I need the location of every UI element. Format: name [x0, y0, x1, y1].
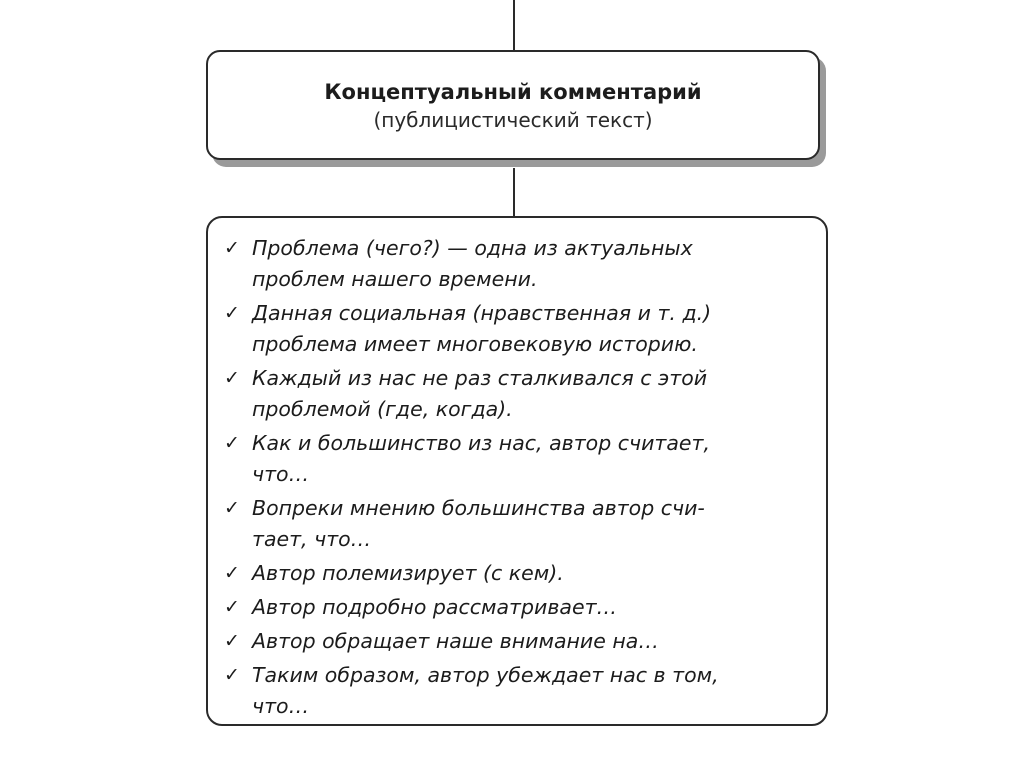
check-icon: ✓	[224, 237, 240, 259]
checklist-item-text: Проблема (чего?) — одна из актуальных проблем нашего времени.	[252, 236, 693, 291]
diagram-title: Концептуальный комментарий	[324, 80, 702, 104]
checklist-item-text: Вопреки мнению большинства автор счи- тает, что…	[252, 496, 705, 551]
check-icon: ✓	[224, 302, 240, 324]
checklist-item-text: Автор обращает наше внимание на…	[252, 629, 659, 653]
check-icon: ✓	[224, 664, 240, 686]
checklist-box	[206, 216, 828, 726]
checklist-item	[224, 428, 810, 490]
checklist	[208, 218, 826, 722]
checklist-item-text: Автор подробно рассматривает…	[252, 595, 618, 619]
checklist-item	[224, 233, 810, 295]
checklist-item	[224, 493, 810, 555]
checklist-item	[224, 592, 810, 623]
check-icon: ✓	[224, 630, 240, 652]
check-icon: ✓	[224, 367, 240, 389]
connector-line-middle	[513, 168, 515, 216]
check-icon: ✓	[224, 562, 240, 584]
checklist-item	[224, 660, 810, 722]
connector-line-top	[513, 0, 515, 50]
check-icon: ✓	[224, 497, 240, 519]
check-icon: ✓	[224, 596, 240, 618]
checklist-item-text: Как и большинство из нас, автор считает, что…	[252, 431, 711, 486]
header-box	[206, 50, 820, 160]
check-icon: ✓	[224, 432, 240, 454]
checklist-item	[224, 363, 810, 425]
diagram-subtitle: (публицистический текст)	[373, 108, 653, 132]
checklist-item	[224, 558, 810, 589]
checklist-item-text: Данная социальная (нравственная и т. д.) проблема имеет многовековую историю.	[252, 301, 712, 356]
checklist-item-text: Автор полемизирует (с кем).	[252, 561, 564, 585]
checklist-item	[224, 626, 810, 657]
checklist-item-text: Каждый из нас не раз сталкивался с этой проблемой (где, когда).	[252, 366, 708, 421]
checklist-item	[224, 298, 810, 360]
checklist-item-text: Таким образом, автор убеждает нас в том, что…	[252, 663, 719, 718]
